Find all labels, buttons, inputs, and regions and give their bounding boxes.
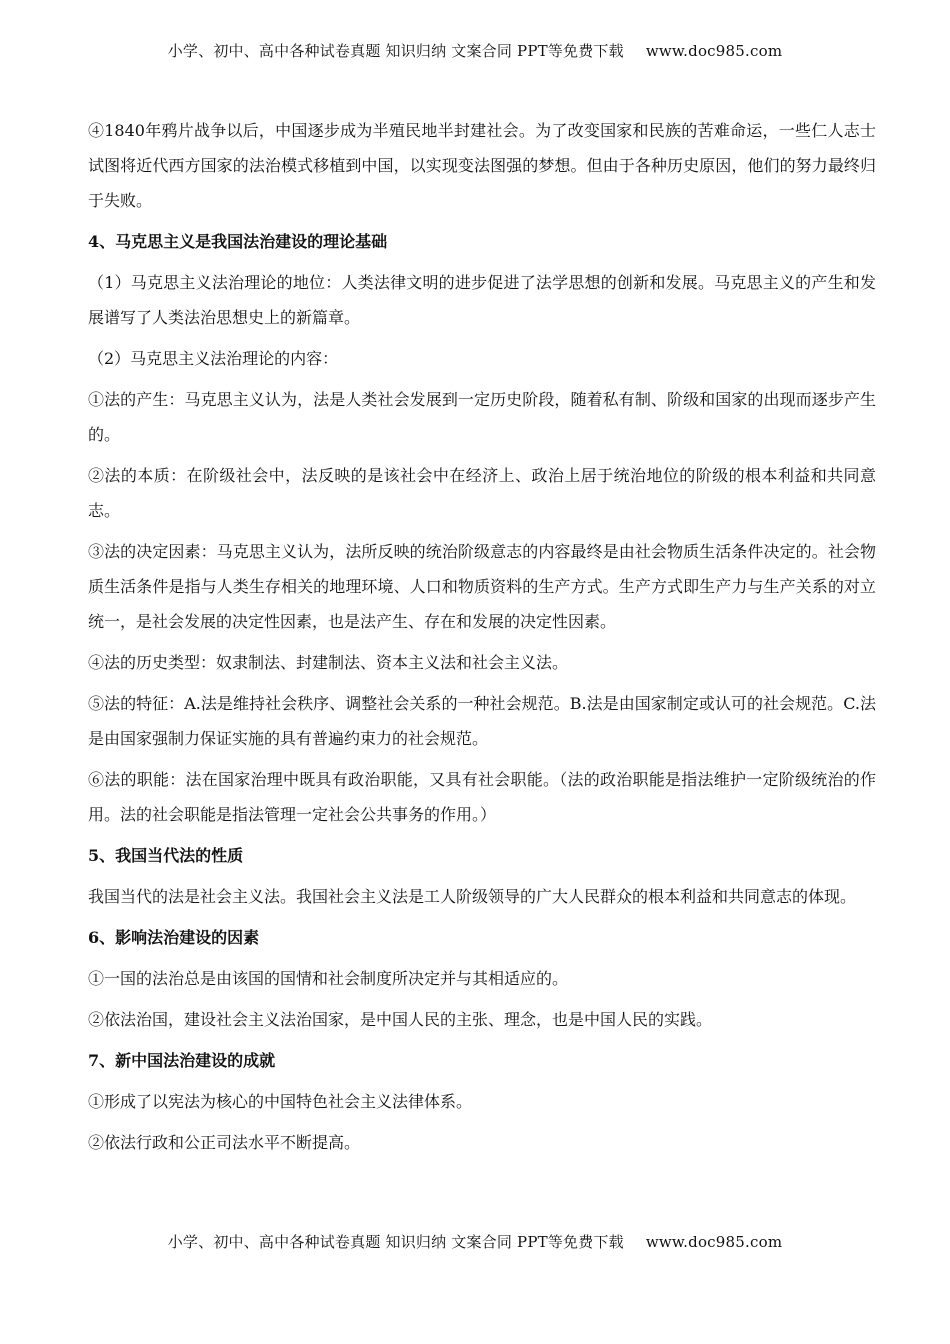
paragraph-7-2: ②依法行政和公正司法水平不断提高。	[88, 1133, 361, 1152]
paragraph-law-types: ④法的历史类型：奴隶制法、封建制法、资本主义法和社会主义法。	[88, 653, 569, 672]
section-heading-6: 6、影响法治建设的因素	[88, 928, 260, 947]
paragraph-law-features: ⑤法的特征：A.法是维持社会秩序、调整社会关系的一种社会规范。B.法是由国家制定或认可的社会规范。C.法是由国家强制力保证实施的具有普遍约束力的社会规范。	[88, 694, 876, 748]
section-heading-5: 5、我国当代法的性质	[88, 846, 244, 865]
header-url: www.doc985.com	[645, 42, 783, 60]
paragraph-opium-war: ④1840年鸦片战争以后，中国逐步成为半殖民地半封建社会。为了改变国家和民族的苦难命运，一些仁人志士试图将近代西方国家的法治模式移植到中国，以实现变法图强的梦想。但由于各种历史原因，他们的努力最终归于失败。	[88, 121, 876, 210]
page-footer	[0, 1231, 950, 1252]
paragraph-law-determinant: ③法的决定因素：马克思主义认为，法所反映的统治阶级意志的内容最终是由社会物质生活条件决定的。社会物质生活条件是指与人类生存相关的地理环境、人口和物质资料的生产方式。生产方式即生产力与生产关系的对立统一，是社会发展的决定性因素，也是法产生、存在和发展的决定性因素。	[88, 542, 876, 631]
header-text: 小学、初中、高中各种试卷真题 知识归纳 文案合同 PPT等免费下载	[167, 42, 624, 60]
paragraph-law-functions: ⑥法的职能：法在国家治理中既具有政治职能，又具有社会职能。（法的政治职能是指法维护一定阶级统治的作用。法的社会职能是指法管理一定社会公共事务的作用。）	[88, 770, 876, 824]
page-header	[0, 40, 950, 61]
paragraph-4-1: （1）马克思主义法治理论的地位：人类法律文明的进步促进了法学思想的创新和发展。马克思主义的产生和发展谱写了人类法治思想史上的新篇章。	[88, 273, 876, 327]
section-heading-7: 7、新中国法治建设的成就	[88, 1051, 276, 1070]
paragraph-6-1: ①一国的法治总是由该国的国情和社会制度所决定并与其相适应的。	[88, 969, 569, 988]
paragraph-7-1: ①形成了以宪法为核心的中国特色社会主义法律体系。	[88, 1092, 473, 1111]
section-heading-4: 4、马克思主义是我国法治建设的理论基础	[88, 232, 388, 251]
paragraph-6-2: ②依法治国，建设社会主义法治国家，是中国人民的主张、理念，也是中国人民的实践。	[88, 1010, 713, 1029]
document-body	[88, 113, 876, 1166]
paragraph-law-origin: ①法的产生：马克思主义认为，法是人类社会发展到一定历史阶段，随着私有制、阶级和国家的出现而逐步产生的。	[88, 390, 876, 444]
footer-url: www.doc985.com	[645, 1233, 783, 1251]
paragraph-law-essence: ②法的本质：在阶级社会中，法反映的是该社会中在经济上、政治上居于统治地位的阶级的根本利益和共同意志。	[88, 466, 876, 520]
paragraph-4-2: （2）马克思主义法治理论的内容：	[88, 349, 339, 368]
paragraph-5: 我国当代的法是社会主义法。我国社会主义法是工人阶级领导的广大人民群众的根本利益和共同意志的体现。	[88, 887, 857, 906]
footer-text: 小学、初中、高中各种试卷真题 知识归纳 文案合同 PPT等免费下载	[167, 1233, 624, 1251]
